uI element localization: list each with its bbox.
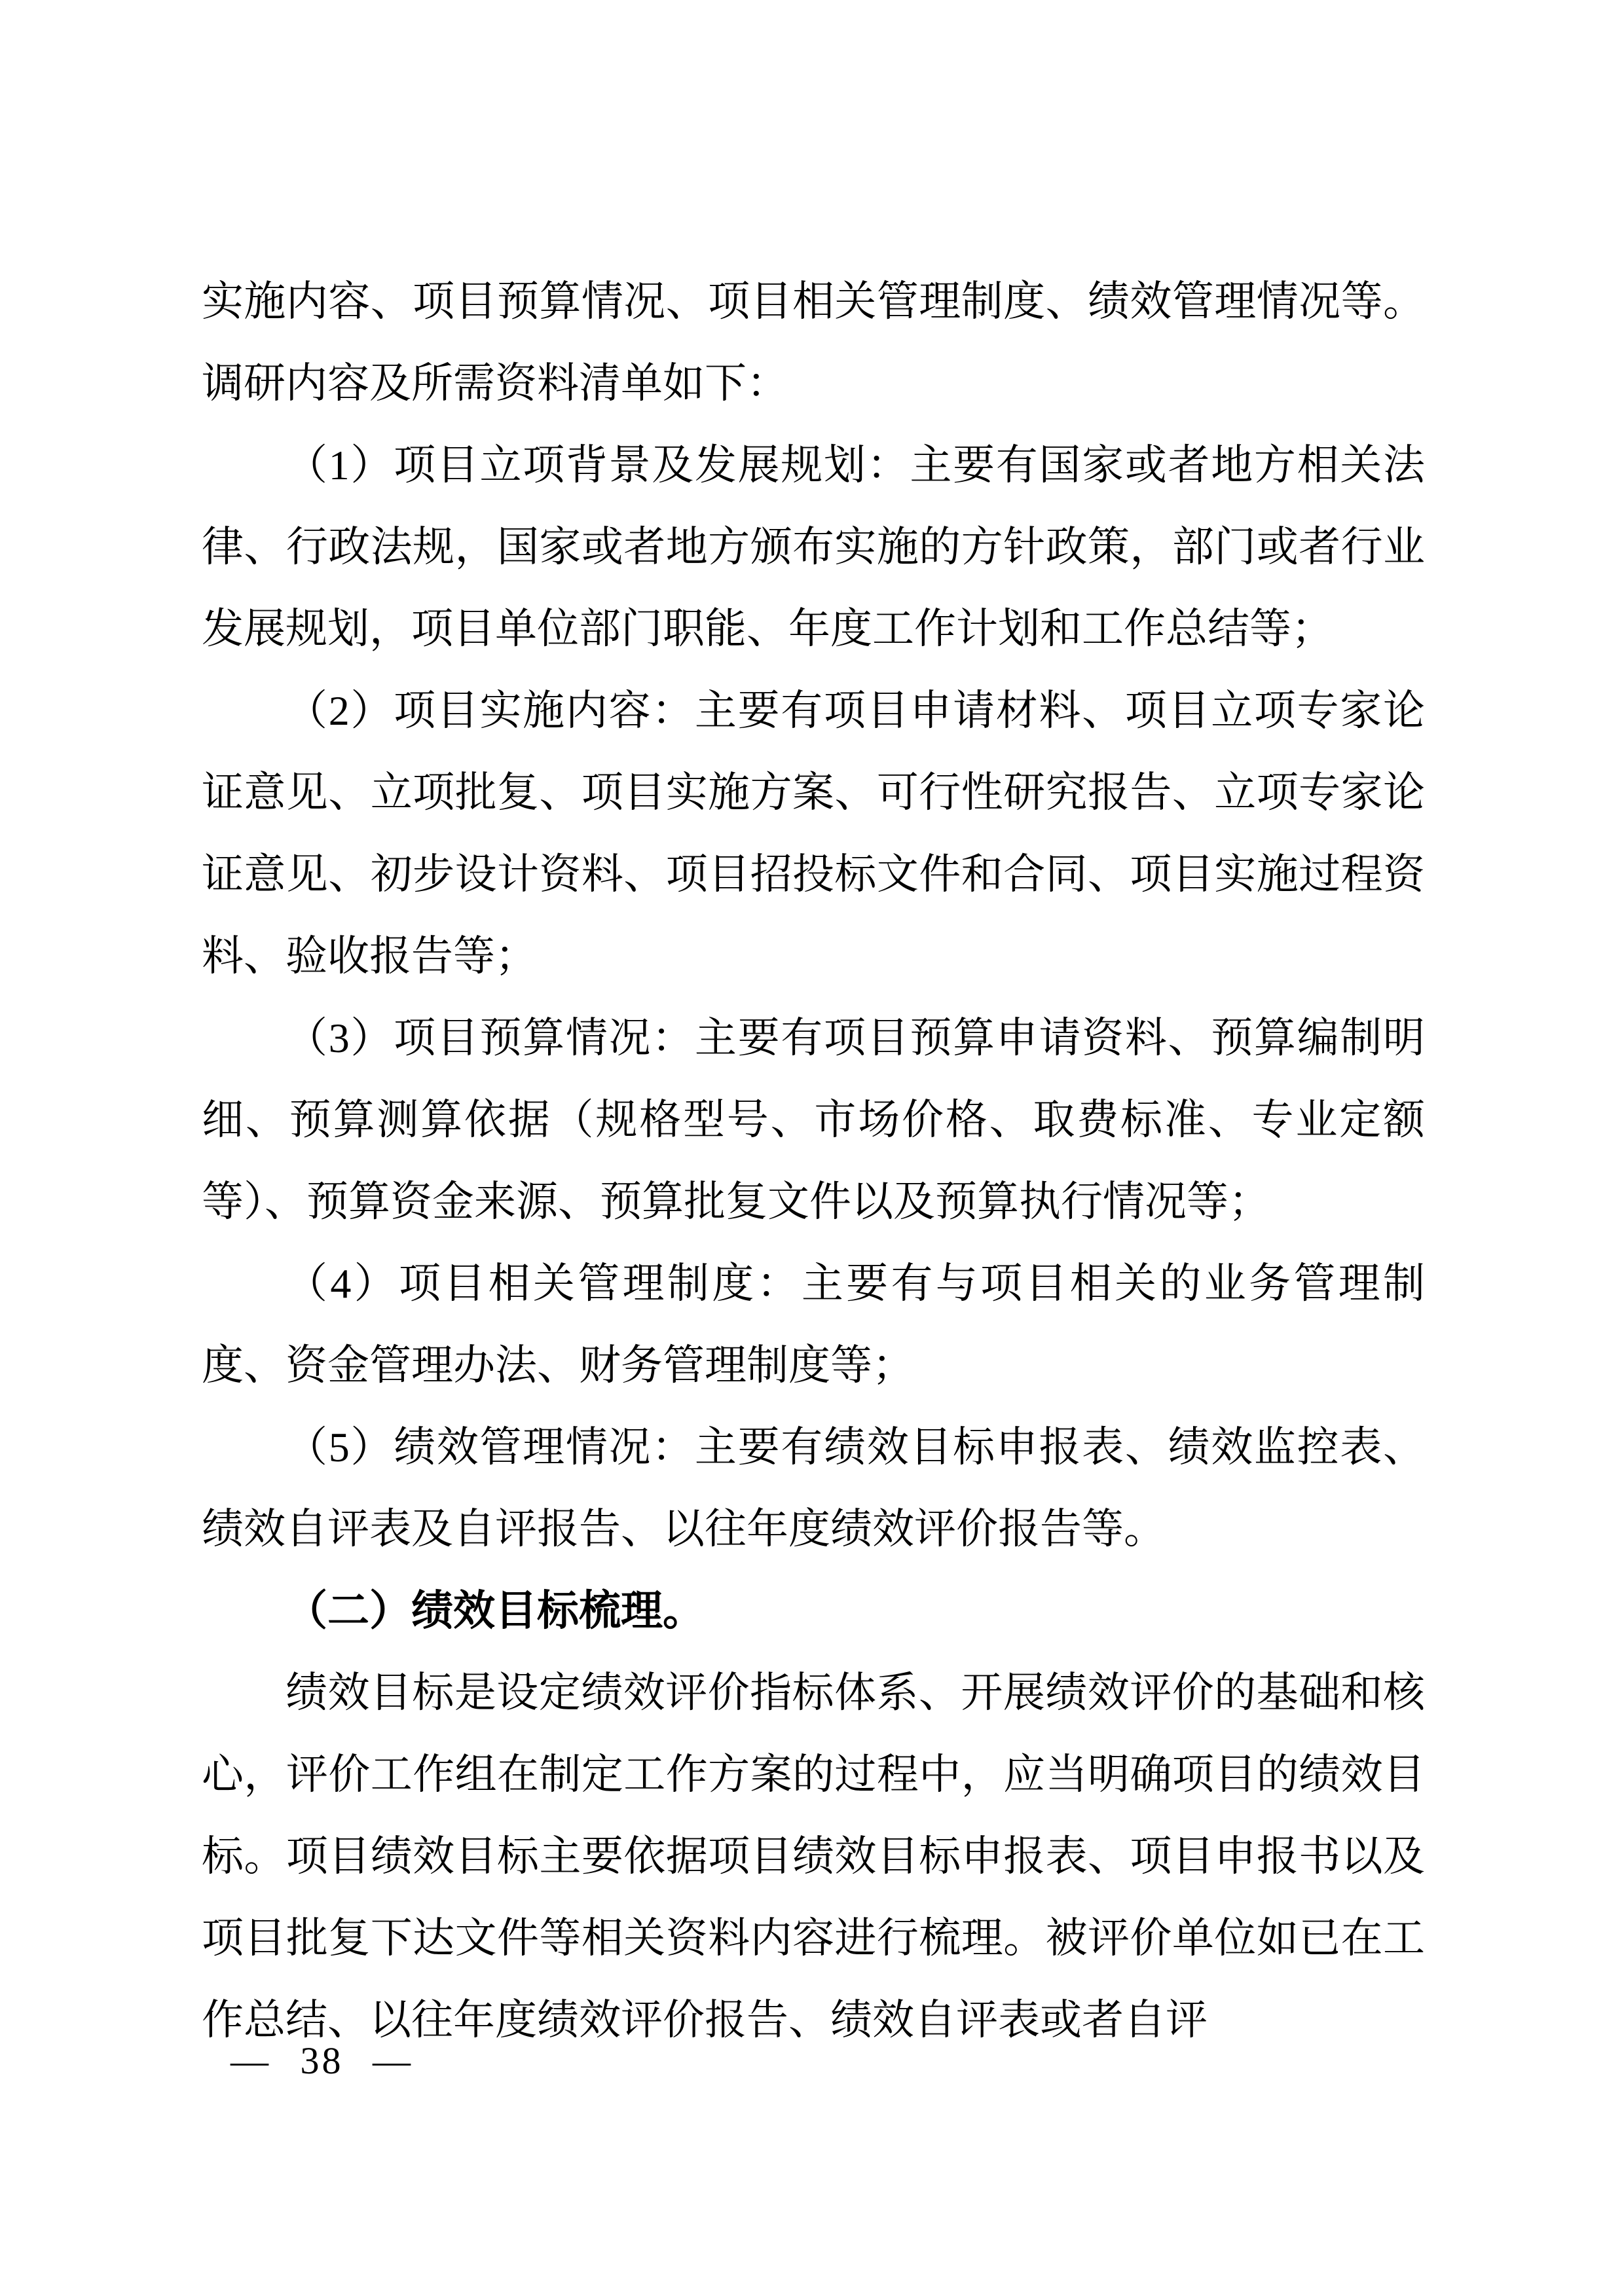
paragraph-item-1: （1）项目立项背景及发展规划：主要有国家或者地方相关法律、行政法规，国家或者地方颁布实施的方针政策，部门或者行业发展规划，项目单位部门职能、年度工作计划和工作总结等； bbox=[202, 442, 1425, 652]
section-heading: （二）绩效目标梳理。 bbox=[286, 1588, 705, 1634]
paragraph-body-last: 绩效目标是设定绩效评价指标体系、开展绩效评价的基础和核心，评价工作组在制定工作方案的过程中，应当明确项目的绩效目标。项目绩效目标主要依据项目绩效目标申报表、项目申报书以及项目批复下达文件等相关资料内容进行梳理。被评价单位如已在工作总结、以往年度绩效评价报告、绩效自评表或者自评 bbox=[202, 1669, 1425, 2043]
page-number: — 38 — bbox=[231, 2039, 413, 2082]
paragraph-continuation: 实施内容、项目预算情况、项目相关管理制度、绩效管理情况等。调研内容及所需资料清单如下： bbox=[202, 278, 1425, 407]
paragraph-item-3: （3）项目预算情况：主要有项目预算申请资料、预算编制明细、预算测算依据（规格型号、市场价格、取费标准、专业定额等）、预算资金来源、预算批复文件以及预算执行情况等； bbox=[202, 1015, 1425, 1225]
document-body bbox=[202, 261, 1425, 2061]
paragraph-item-2: （2）项目实施内容：主要有项目申请材料、项目立项专家论证意见、立项批复、项目实施方案、可行性研究报告、立项专家论证意见、初步设计资料、项目招投标文件和合同、项目实施过程资料、验收报告等； bbox=[202, 687, 1425, 979]
paragraph-item-5: （5）绩效管理情况：主要有绩效目标申报表、绩效监控表、绩效自评表及自评报告、以往年度绩效评价报告等。 bbox=[202, 1424, 1425, 1552]
paragraph-item-4: （4）项目相关管理制度：主要有与项目相关的业务管理制度、资金管理办法、财务管理制度等； bbox=[202, 1260, 1425, 1389]
